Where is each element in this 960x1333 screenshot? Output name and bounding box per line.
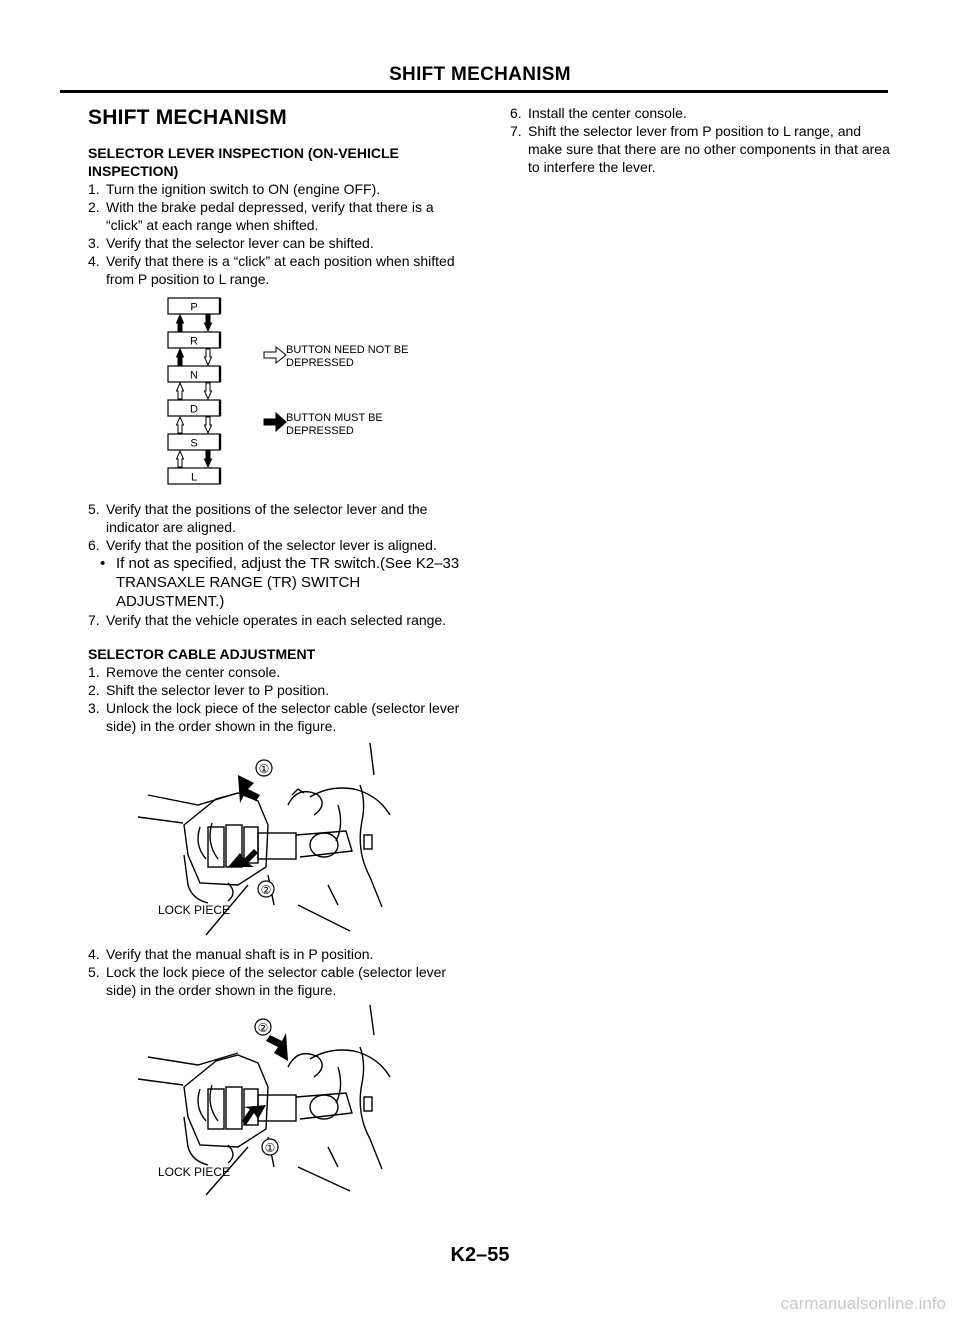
gear-range-diagram [88, 294, 468, 500]
page-header-title: SHIFT MECHANISM [389, 64, 571, 85]
lock-piece-label-1: LOCK PIECE [158, 903, 231, 917]
list-item: 1. Remove the center console. [88, 664, 281, 680]
list-item: 4. Verify that there is a “click” at each position when shifted from P position to L range. [88, 253, 455, 287]
range-label-n: N [190, 369, 198, 382]
selector-cable-illustration-2 [88, 999, 468, 1204]
cable-steps [88, 663, 468, 735]
legend-need-not-text: BUTTON NEED NOT BE DEPRESSED [286, 344, 409, 369]
cable-steps-2 [88, 945, 468, 999]
list-item: 7. Verify that the vehicle operates in each selected range. [88, 612, 447, 628]
arrow-icon [266, 1033, 288, 1061]
marker-2: ② [260, 883, 272, 897]
legend-must-text: BUTTON MUST BE DEPRESSED [286, 412, 383, 437]
range-label-d: D [190, 403, 198, 416]
bullet-note: • If not as specified, adjust the TR switch.(See K2–33 TRANSAXLE RANGE (TR) SWITCH ADJUSTMENT.) [100, 555, 460, 610]
list-item: 6. Verify that the position of the selector lever is aligned. [88, 537, 437, 553]
page-number: K2–55 [450, 1244, 510, 1266]
list-item: 2. Shift the selector lever to P position. [88, 682, 330, 698]
arrow-icon [242, 1105, 266, 1125]
shift-arrow-up-icon [177, 451, 184, 467]
inspection-steps-2 [88, 500, 468, 554]
shift-arrow-up-icon [177, 417, 184, 433]
range-label-s: S [190, 437, 198, 450]
cable-title: SELECTOR CABLE ADJUSTMENT [88, 646, 316, 662]
shift-arrow-up-icon [177, 315, 184, 331]
shift-arrow-down-icon [205, 417, 212, 433]
range-label-l: L [190, 471, 198, 484]
range-label-p: P [190, 301, 198, 314]
range-label-r: R [190, 335, 198, 348]
list-item: 4. Verify that the manual shaft is in P position. [88, 946, 374, 962]
arrow-icon [228, 849, 258, 867]
lock-piece-figure-unlock [88, 735, 468, 945]
gear-range-svg [88, 294, 468, 500]
selector-cable-illustration-1 [88, 735, 468, 945]
section-title: SHIFT MECHANISM [88, 106, 287, 129]
inspection-title: SELECTOR LEVER INSPECTION (ON-VEHICLE INSPECTION) [88, 145, 399, 179]
left-column [88, 106, 468, 1204]
lock-piece-figure-lock [88, 999, 468, 1204]
shift-arrow-down-icon [205, 451, 212, 467]
shift-arrow-down-icon [205, 349, 212, 365]
list-item: 6. Install the center console. [510, 105, 687, 121]
lock-piece-label-2: LOCK PIECE [158, 1165, 231, 1179]
list-item: 5. Verify that the positions of the selector lever and the indicator are aligned. [88, 501, 428, 535]
inspection-steps-3 [88, 611, 468, 629]
list-item: 3. Unlock the lock piece of the selector cable (selector lever side) in the order shown in the figure. [88, 700, 460, 734]
shift-arrow-down-icon [205, 315, 212, 331]
legend-hollow-arrow-icon [264, 347, 286, 363]
list-item: 3. Verify that the selector lever can be shifted. [88, 235, 374, 251]
legend-solid-arrow-icon [264, 413, 286, 431]
shift-arrow-up-icon [177, 349, 184, 365]
header-rule [60, 90, 888, 93]
marker-1: ① [264, 1141, 276, 1155]
arrow-icon [238, 775, 260, 803]
list-item: 7. Shift the selector lever from P position to L range, and make sure that there are no other components in that area to interfere the lever. [510, 123, 890, 175]
marker-2: ② [257, 1021, 269, 1035]
watermark: carmanualsonline.info [780, 1294, 946, 1313]
inspection-steps [88, 180, 468, 288]
marker-1: ① [258, 762, 270, 776]
list-item: 1. Turn the ignition switch to ON (engine OFF). [88, 181, 381, 197]
right-steps [510, 104, 890, 176]
list-item: 5. Lock the lock piece of the selector cable (selector lever side) in the order shown in the figure. [88, 964, 447, 998]
list-item: 2. With the brake pedal depressed, verify that there is a “click” at each range when shifted. [88, 199, 434, 233]
bullet-dot: • [100, 555, 106, 572]
shift-arrow-up-icon [177, 383, 184, 399]
shift-arrow-down-icon [205, 383, 212, 399]
right-column [510, 104, 890, 176]
